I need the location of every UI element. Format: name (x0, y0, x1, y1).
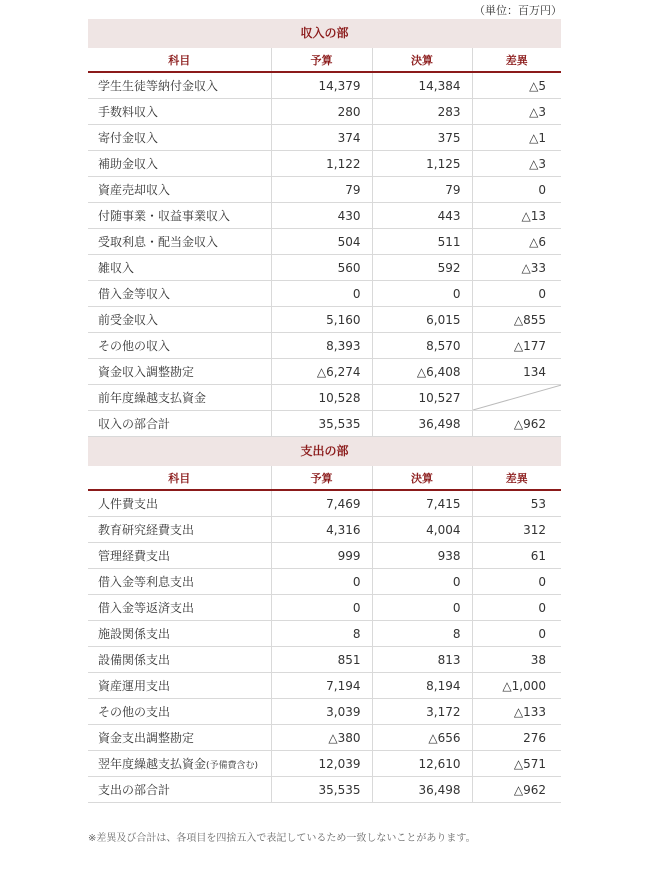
row-budget: 504 (271, 229, 372, 255)
total-diff: △962 (472, 411, 561, 437)
row-actual: 10,527 (372, 385, 472, 411)
row-label (88, 699, 271, 725)
row-actual: △6,408 (372, 359, 472, 385)
row-diff: △1,000 (472, 673, 561, 699)
row-label (88, 125, 271, 151)
row-actual: 6,015 (372, 307, 472, 333)
table-row (88, 725, 561, 751)
row-label (88, 72, 271, 99)
row-budget: 0 (271, 569, 372, 595)
table-row (88, 333, 561, 359)
total-actual: 36,498 (372, 777, 472, 803)
row-actual: 443 (372, 203, 472, 229)
row-budget: 999 (271, 543, 372, 569)
header-budget: 予算 (271, 48, 372, 72)
row-actual: 8,194 (372, 673, 472, 699)
table-row (88, 517, 561, 543)
table-row (88, 647, 561, 673)
row-actual: 14,384 (372, 72, 472, 99)
row-budget: 280 (271, 99, 372, 125)
row-label-text: 付随事業・収益事業収入 (98, 209, 231, 223)
row-actual: 283 (372, 99, 472, 125)
row-actual: 7,415 (372, 490, 472, 517)
total-budget: 35,535 (271, 411, 372, 437)
row-actual: 4,004 (372, 517, 472, 543)
table-row (88, 307, 561, 333)
row-diff-empty (472, 385, 561, 411)
row-label (88, 569, 271, 595)
row-label-text: 学生生徒等納付金収入 (98, 79, 219, 93)
row-diff: △855 (472, 307, 561, 333)
header-diff: 差異 (472, 466, 561, 490)
row-label (88, 151, 271, 177)
row-actual: 8,570 (372, 333, 472, 359)
table-row (88, 125, 561, 151)
row-diff: △6 (472, 229, 561, 255)
row-label (88, 673, 271, 699)
row-label-text: 補助金収入 (98, 157, 159, 171)
table-row (88, 569, 561, 595)
header-item: 科目 (88, 466, 271, 490)
row-budget: 12,039 (271, 751, 372, 777)
row-diff: 312 (472, 517, 561, 543)
row-label (88, 543, 271, 569)
table-row (88, 151, 561, 177)
row-label (88, 359, 271, 385)
row-diff: △571 (472, 751, 561, 777)
income-table (88, 48, 561, 437)
row-budget: 430 (271, 203, 372, 229)
row-label-text: その他の支出 (98, 705, 171, 719)
row-label (88, 385, 271, 411)
expense-total-row (88, 777, 561, 803)
row-actual: 12,610 (372, 751, 472, 777)
row-label-text: 設備関係支出 (98, 653, 171, 667)
row-label (88, 595, 271, 621)
row-budget: 0 (271, 595, 372, 621)
row-actual: 592 (372, 255, 472, 281)
row-diff: △13 (472, 203, 561, 229)
row-label-text: 前年度繰越支払資金 (98, 391, 207, 405)
income-rows (88, 72, 561, 411)
row-label (88, 621, 271, 647)
expense-rows (88, 490, 561, 777)
table-row (88, 359, 561, 385)
income-header-row (88, 48, 561, 72)
table-row (88, 255, 561, 281)
row-actual: 938 (372, 543, 472, 569)
header-actual: 決算 (372, 466, 472, 490)
row-label-text: 資産運用支出 (98, 679, 171, 693)
row-label-text: その他の収入 (98, 339, 171, 353)
row-label-text: 管理経費支出 (98, 549, 171, 563)
row-label (88, 99, 271, 125)
expense-section-title: 支出の部 (88, 437, 561, 466)
table-row (88, 595, 561, 621)
row-label-text: 借入金等収入 (98, 287, 171, 301)
row-actual: △656 (372, 725, 472, 751)
row-label (88, 229, 271, 255)
row-actual: 813 (372, 647, 472, 673)
row-budget: △380 (271, 725, 372, 751)
table-row (88, 543, 561, 569)
row-budget: 0 (271, 281, 372, 307)
footnote: ※差異及び合計は、各項目を四捨五入で表記しているため一致しないことがあります。 (88, 833, 476, 844)
row-budget: 3,039 (271, 699, 372, 725)
table-row (88, 72, 561, 99)
expense-header-row (88, 466, 561, 490)
row-budget: △6,274 (271, 359, 372, 385)
row-diff: 38 (472, 647, 561, 673)
income-total-row (88, 411, 561, 437)
row-label (88, 725, 271, 751)
table-row (88, 99, 561, 125)
row-budget: 4,316 (271, 517, 372, 543)
row-label (88, 281, 271, 307)
row-actual: 511 (372, 229, 472, 255)
table-row (88, 229, 561, 255)
row-budget: 79 (271, 177, 372, 203)
table-row (88, 673, 561, 699)
row-budget: 374 (271, 125, 372, 151)
expense-table (88, 466, 561, 803)
row-diff: △5 (472, 72, 561, 99)
row-diff: △1 (472, 125, 561, 151)
row-budget: 1,122 (271, 151, 372, 177)
header-budget: 予算 (271, 466, 372, 490)
table-row (88, 699, 561, 725)
row-diff: 0 (472, 595, 561, 621)
row-label-text: 雑収入 (98, 261, 135, 275)
table-row (88, 177, 561, 203)
row-diff: △3 (472, 99, 561, 125)
row-diff: 134 (472, 359, 561, 385)
row-diff: 0 (472, 569, 561, 595)
row-label (88, 517, 271, 543)
total-label: 収入の部合計 (88, 411, 271, 437)
budget-report (88, 19, 561, 803)
row-diff: 61 (472, 543, 561, 569)
row-budget: 7,469 (271, 490, 372, 517)
table-row (88, 281, 561, 307)
table-row (88, 490, 561, 517)
row-budget: 5,160 (271, 307, 372, 333)
row-label-text: 翌年度繰越支払資金 (98, 757, 207, 771)
row-diff: 276 (472, 725, 561, 751)
row-label (88, 307, 271, 333)
row-budget: 7,194 (271, 673, 372, 699)
total-actual: 36,498 (372, 411, 472, 437)
row-label (88, 751, 271, 777)
row-label (88, 255, 271, 281)
row-label-text: 教育研究経費支出 (98, 523, 195, 537)
header-item: 科目 (88, 48, 271, 72)
total-diff: △962 (472, 777, 561, 803)
row-budget: 851 (271, 647, 372, 673)
row-label-text: 施設関係支出 (98, 627, 171, 641)
total-budget: 35,535 (271, 777, 372, 803)
row-label (88, 203, 271, 229)
table-row (88, 621, 561, 647)
row-budget: 10,528 (271, 385, 372, 411)
row-label-text: 資金支出調整勘定 (98, 731, 195, 745)
row-label-text: 人件費支出 (98, 497, 159, 511)
row-budget: 560 (271, 255, 372, 281)
row-label-text: 資産売却収入 (98, 183, 171, 197)
row-diff: 0 (472, 281, 561, 307)
row-label-text: 受取利息・配当金収入 (98, 235, 219, 249)
row-label-text: 借入金等返済支出 (98, 601, 195, 615)
row-budget: 8 (271, 621, 372, 647)
row-diff: △177 (472, 333, 561, 359)
row-actual: 0 (372, 569, 472, 595)
row-diff: △133 (472, 699, 561, 725)
row-label-text: 資金収入調整勘定 (98, 365, 195, 379)
row-label (88, 647, 271, 673)
diagonal-slash (473, 385, 562, 410)
row-actual: 8 (372, 621, 472, 647)
row-diff: △3 (472, 151, 561, 177)
row-budget: 14,379 (271, 72, 372, 99)
row-actual: 375 (372, 125, 472, 151)
row-actual: 3,172 (372, 699, 472, 725)
row-diff: △33 (472, 255, 561, 281)
row-label-text: 手数料収入 (98, 105, 159, 119)
unit-note: （単位：百万円） (474, 4, 562, 17)
row-diff: 53 (472, 490, 561, 517)
row-label-text: 前受金収入 (98, 313, 159, 327)
row-diff: 0 (472, 177, 561, 203)
row-actual: 0 (372, 281, 472, 307)
table-row (88, 203, 561, 229)
row-actual: 79 (372, 177, 472, 203)
row-label-text: 寄付金収入 (98, 131, 159, 145)
row-label-text: 借入金等利息支出 (98, 575, 195, 589)
row-label-suffix: (予備費含む) (206, 761, 259, 771)
total-label: 支出の部合計 (88, 777, 271, 803)
row-label (88, 490, 271, 517)
row-label (88, 177, 271, 203)
table-row (88, 385, 561, 411)
header-actual: 決算 (372, 48, 472, 72)
row-actual: 1,125 (372, 151, 472, 177)
row-label (88, 333, 271, 359)
row-actual: 0 (372, 595, 472, 621)
header-diff: 差異 (472, 48, 561, 72)
income-section-title: 収入の部 (88, 19, 561, 48)
row-budget: 8,393 (271, 333, 372, 359)
row-diff: 0 (472, 621, 561, 647)
table-row (88, 751, 561, 777)
